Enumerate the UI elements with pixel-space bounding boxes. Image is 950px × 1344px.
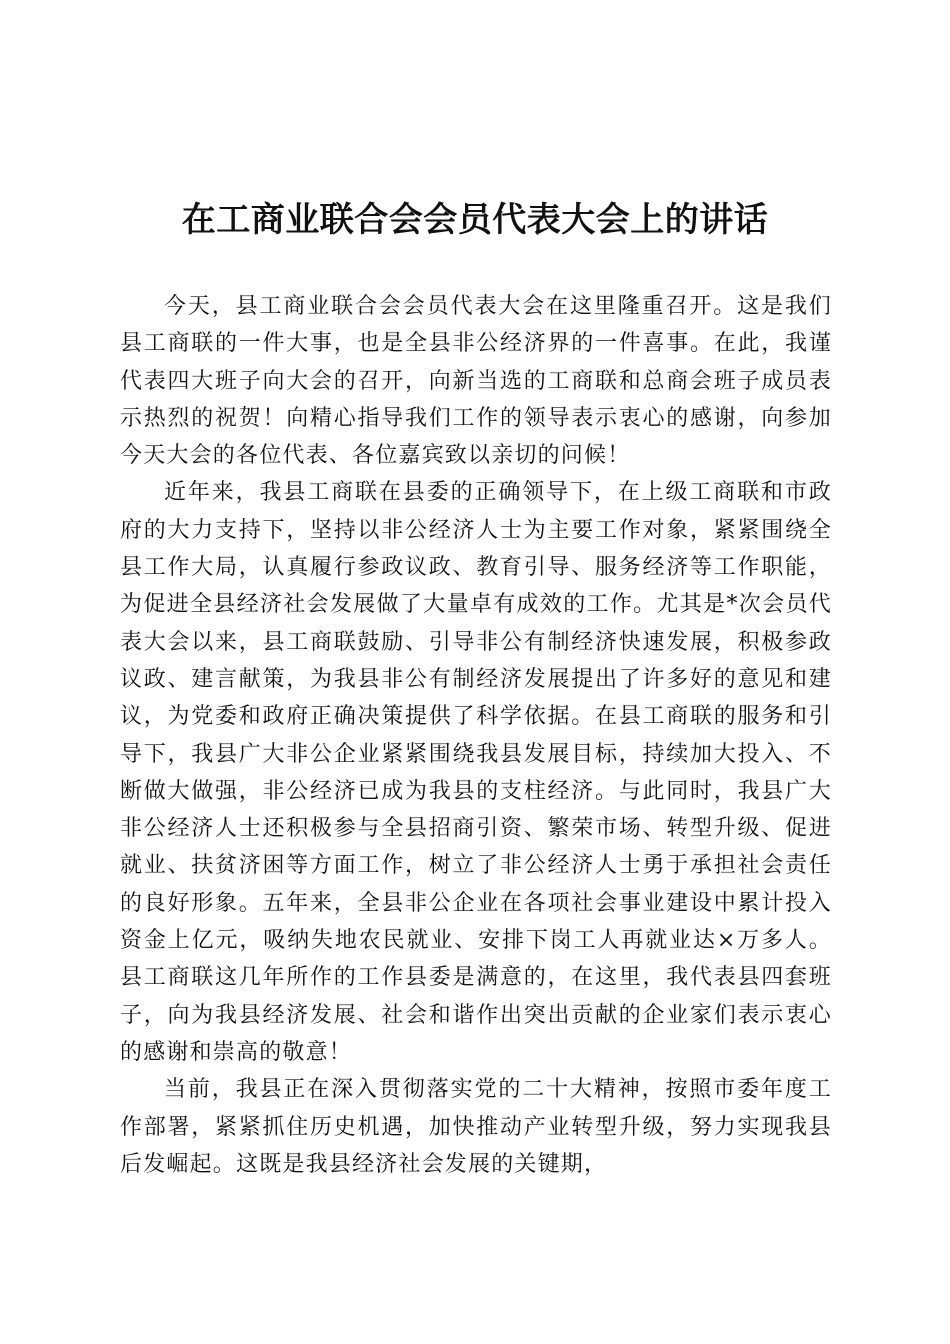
paragraph-achievements: 近年来，我县工商联在县委的正确领导下，在上级工商联和市政府的大力支持下，坚持以非公经济人士为主要工作对象，紧紧围绕全县工作大局，认真履行参政议政、教育引导、服务经济等工作职能，为促进全县经济社会发展做了大量卓有成效的工作。尤其是*次会员代表大会以来，县工商联鼓励、引导非公有制经济快速发展，积极参政议政、建言献策，为我县非公有制经济发展提出了许多好的意见和建议，为党委和政府正确决策提供了科学依据。在县工商联的服务和引导下，我县广大非公企业紧紧围绕我县发展目标，持续加大投入、不断做大做强，非公经济已成为我县的支柱经济。与此同时，我县广大非公经济人士还积极参与全县招商引资、繁荣市场、转型升级、促进就业、扶贫济困等方面工作，树立了非公经济人士勇于承担社会责任的良好形象。五年来，全县非公企业在各项社会事业建设中累计投入资金上亿元，吸纳失地农民就业、安排下岗工人再就业达×万多人。县工商联这几年所作的工作县委是满意的，在这里，我代表县四套班子，向为我县经济发展、社会和谐作出突出贡献的企业家们表示衷心的感谢和崇高的敬意！ xyxy=(120,480,832,1065)
document-body xyxy=(120,288,832,1183)
paragraph-opening: 今天，县工商业联合会会员代表大会在这里隆重召开。这是我们县工商联的一件大事，也是全县非公经济界的一件喜事。在此，我谨代表四大班子向大会的召开，向新当选的工商联和总商会班子成员表示热烈的祝贺！向精心指导我们工作的领导表示衷心的感谢，向参加今天大会的各位代表、各位嘉宾致以亲切的问候！ xyxy=(120,294,832,469)
document-title: 在工商业联合会会员代表大会上的讲话 xyxy=(181,200,769,240)
paragraph-current-situation: 当前，我县正在深入贯彻落实党的二十大精神，按照市委年度工作部署，紧紧抓住历史机遇，加快推动产业转型升级，努力实现我县后发崛起。这既是我县经济社会发展的关键期， xyxy=(120,1077,832,1177)
